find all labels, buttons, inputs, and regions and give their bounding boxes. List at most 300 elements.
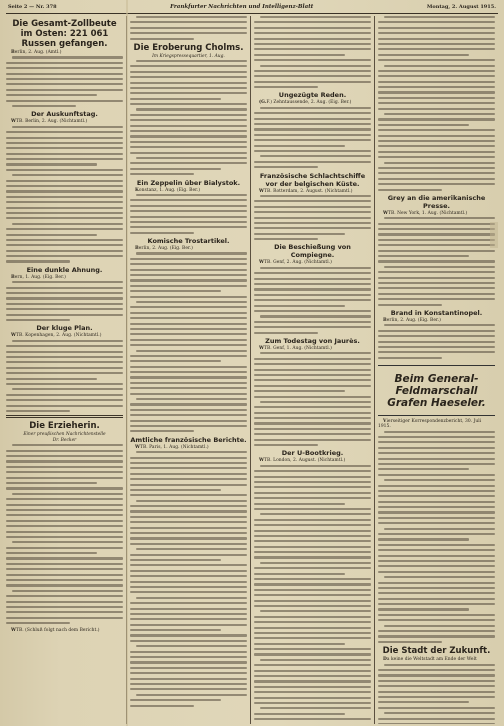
text-line [6, 498, 123, 500]
text-line [130, 510, 247, 512]
text-line [254, 211, 371, 213]
text-line [136, 398, 247, 400]
text-line [260, 610, 371, 612]
text-line [130, 516, 247, 518]
text-line [130, 484, 247, 486]
text-line [260, 155, 371, 157]
text-line [254, 294, 371, 296]
text-line [6, 504, 123, 506]
text-line [130, 403, 247, 405]
text-line [6, 536, 123, 538]
text-line [378, 346, 495, 348]
text-line [378, 21, 495, 23]
text-line [12, 541, 123, 543]
text-line [254, 406, 371, 408]
text-line [130, 130, 247, 132]
text-line [130, 554, 247, 556]
text-line [254, 390, 345, 392]
text-line [130, 65, 247, 67]
text-line [136, 194, 247, 196]
text-line [254, 583, 371, 585]
text-line [130, 27, 247, 29]
text-line [130, 661, 247, 663]
text-line [378, 522, 495, 524]
text-line [384, 528, 495, 530]
text-line [6, 314, 123, 316]
text-line [254, 310, 371, 312]
text-line [130, 71, 247, 73]
text-line [254, 145, 345, 147]
text-line [384, 576, 495, 578]
text-line [6, 394, 123, 396]
text-line [254, 417, 371, 419]
text-line [254, 139, 371, 141]
text-line [130, 274, 247, 276]
text-line [384, 65, 495, 67]
text-line [384, 162, 495, 164]
text-line [6, 552, 97, 554]
article-body [130, 252, 247, 432]
text-line [6, 383, 123, 385]
text-line [6, 361, 123, 363]
text-line [6, 601, 123, 603]
text-line [130, 570, 247, 572]
text-line [6, 287, 123, 289]
text-line [254, 161, 371, 163]
text-line [6, 531, 123, 533]
text-line [6, 196, 123, 198]
text-line [6, 83, 123, 85]
headline-erzieherin: Die Erzieherin. [29, 421, 100, 432]
text-line [6, 78, 123, 80]
dateline: WTB. Kopenhagen, 2. Aug. (Nichtamtl.) [11, 333, 102, 339]
headline-stadt-der-zukunft: Die Stadt der Zukunft. [382, 646, 491, 657]
text-line [6, 595, 123, 597]
text-line [378, 441, 495, 443]
text-line [6, 73, 123, 75]
text-line [254, 32, 371, 34]
article-subtitle: Einer preußischen Nachrichtenstelle [23, 432, 106, 438]
text-line [130, 98, 221, 100]
text-line [378, 485, 495, 487]
text-line [378, 511, 495, 513]
text-line [254, 444, 318, 446]
headline-ungezuegte-reden: Ungezügte Reden. [278, 91, 347, 100]
text-line [130, 323, 247, 325]
text-line [260, 267, 371, 269]
text-line [130, 393, 247, 395]
text-line [130, 414, 247, 416]
text-line [378, 571, 495, 573]
text-line [12, 105, 76, 107]
text-line [254, 363, 371, 365]
text-line [260, 315, 371, 317]
text-line [260, 562, 371, 564]
text-line [130, 216, 247, 218]
text-line [130, 591, 247, 593]
text-line [130, 683, 247, 685]
text-line [378, 619, 495, 621]
text-line [378, 97, 495, 99]
text-line [254, 439, 371, 441]
text-line [254, 476, 371, 478]
text-line [254, 358, 371, 360]
text-line [136, 252, 247, 254]
text-line [130, 92, 247, 94]
text-line [6, 514, 123, 516]
text-line [378, 630, 495, 632]
text-line [130, 467, 247, 469]
text-line [130, 114, 247, 116]
masthead-rule [6, 13, 498, 14]
text-line [378, 517, 495, 519]
dateline: Vierseitiger Korrespondenzbericht, 30. Juli 1915. [378, 418, 482, 430]
column-3 [254, 16, 375, 724]
text-line [130, 489, 221, 491]
text-line [254, 150, 371, 152]
article-body [378, 217, 495, 305]
text-line [6, 450, 123, 452]
text-line [254, 200, 371, 202]
text-line [6, 147, 123, 149]
text-line [130, 279, 247, 281]
text-line [378, 707, 495, 709]
text-line [6, 568, 123, 570]
text-line [6, 190, 123, 192]
article-body [378, 324, 495, 358]
text-line [254, 600, 371, 602]
text-line [6, 547, 123, 549]
text-line [6, 217, 123, 219]
text-line [6, 180, 123, 182]
text-line [378, 81, 495, 83]
text-line [136, 108, 247, 110]
dateline: WTB. Genf, 2. Aug. (Nichtamtl.) [259, 260, 332, 266]
text-line [130, 575, 247, 577]
text-line [136, 16, 247, 18]
text-line [254, 43, 371, 45]
text-line [130, 168, 221, 170]
text-line [378, 357, 442, 359]
text-line [254, 637, 371, 639]
text-line [254, 680, 371, 682]
text-line [130, 290, 221, 292]
text-line [6, 455, 123, 457]
dateline: WTB. Genf, 1. Aug. (Nichtamtl.) [259, 345, 332, 351]
text-line [12, 56, 123, 58]
text-line [130, 32, 247, 34]
text-line [130, 328, 247, 330]
text-line [254, 686, 371, 688]
text-line [378, 587, 495, 589]
text-line [130, 521, 247, 523]
text-line [130, 457, 247, 459]
text-line [6, 244, 123, 246]
text-line [378, 298, 495, 300]
text-line [254, 567, 371, 569]
headline-dunkle-ahnung: Eine dunkle Ahnung. [26, 265, 103, 274]
article-body [254, 267, 371, 334]
text-line [260, 659, 371, 661]
text-line [378, 167, 495, 169]
text-line [130, 672, 247, 674]
text-line [254, 75, 371, 77]
text-line [6, 378, 97, 380]
dateline: WTB. Rotterdam, 2. August. (Nichtamtl.) [259, 188, 353, 194]
text-line [254, 524, 371, 526]
text-line [6, 345, 123, 347]
text-line [378, 189, 442, 191]
text-line [378, 506, 495, 508]
text-line [6, 487, 123, 489]
text-line [378, 304, 442, 306]
columns [6, 16, 498, 724]
text-line [254, 217, 371, 219]
text-line [378, 287, 495, 289]
text-line [378, 603, 495, 605]
article-body [254, 195, 371, 240]
text-line [130, 173, 194, 175]
dateline: Berlin, 2. Aug. (Eig. Ber.) [383, 317, 441, 323]
text-line [6, 509, 123, 511]
text-line [254, 632, 371, 634]
text-line [6, 62, 123, 64]
text-line [378, 538, 469, 540]
article-body [378, 664, 495, 724]
text-line [378, 124, 469, 126]
text-line [260, 65, 371, 67]
text-line [6, 292, 123, 294]
text-line [254, 422, 371, 424]
text-line [254, 59, 371, 61]
text-line [6, 319, 70, 321]
text-line [378, 549, 495, 551]
text-line [130, 76, 247, 78]
text-line [130, 82, 247, 84]
text-line [130, 494, 247, 496]
text-line [378, 723, 495, 724]
text-line [12, 174, 123, 176]
text-line [130, 629, 221, 631]
text-line [130, 269, 247, 271]
text-line [378, 91, 495, 93]
text-line [130, 705, 194, 707]
text-line [254, 118, 371, 120]
text-line [130, 285, 247, 287]
text-line [254, 433, 371, 435]
text-line [130, 152, 247, 154]
text-line [378, 86, 495, 88]
text-line [130, 425, 247, 427]
text-line [12, 444, 123, 446]
text-line [6, 234, 97, 236]
text-line [130, 210, 247, 212]
text-line [6, 94, 97, 96]
text-line [254, 428, 371, 430]
text-line [378, 233, 495, 235]
text-line [130, 608, 247, 610]
text-line [378, 32, 495, 34]
text-line [378, 118, 495, 120]
text-line [130, 199, 247, 201]
text-line [254, 86, 318, 88]
text-line [6, 367, 123, 369]
section-divider [6, 415, 123, 418]
text-line [6, 584, 123, 586]
article-body [6, 444, 123, 624]
paper-stain [490, 222, 498, 248]
text-line [254, 326, 371, 328]
text-line [12, 493, 123, 495]
headline-schlachtschiffe: Französische Schlachtschiffe vor der belgischen Küste. [259, 171, 366, 188]
text-line [130, 559, 221, 561]
text-line [6, 356, 123, 358]
text-line [378, 172, 495, 174]
text-line [254, 551, 371, 553]
text-line [254, 233, 345, 235]
text-line [6, 185, 123, 187]
text-line [254, 123, 371, 125]
text-line [378, 592, 495, 594]
text-line [254, 299, 371, 301]
text-line [136, 548, 247, 550]
text-line [6, 622, 70, 624]
text-line [384, 431, 495, 433]
text-line [130, 688, 247, 690]
text-line [378, 244, 495, 246]
text-line [378, 436, 495, 438]
text-line [378, 108, 495, 110]
text-line [130, 532, 247, 534]
text-line [6, 100, 123, 102]
text-line [130, 263, 247, 265]
headline-kluge-plan: Der kluge Plan. [36, 324, 93, 333]
article-body [254, 465, 371, 724]
text-line [254, 540, 371, 542]
text-line [378, 102, 495, 104]
text-line [6, 460, 123, 462]
text-line [378, 474, 495, 476]
text-line [6, 372, 123, 374]
text-line [254, 288, 371, 290]
text-line [130, 205, 247, 207]
text-line [378, 495, 495, 497]
text-line [254, 589, 371, 591]
text-line [378, 544, 495, 546]
text-line [260, 707, 371, 709]
text-line [378, 70, 495, 72]
text-line [378, 75, 495, 77]
article-body [378, 431, 495, 643]
text-line [378, 463, 495, 465]
text-line [378, 669, 495, 671]
text-line [6, 260, 70, 262]
text-line [260, 513, 371, 515]
text-line [378, 255, 469, 257]
text-line [136, 157, 247, 159]
text-line [254, 702, 371, 704]
text-line [130, 344, 247, 346]
text-line [254, 70, 371, 72]
text-line [130, 430, 194, 432]
dateline: Da keine die Weltstadt am Ende der Welt [383, 657, 477, 663]
text-line [378, 228, 495, 230]
article-author: Dr. Becker [52, 438, 77, 444]
text-line [6, 466, 123, 468]
text-line [12, 388, 123, 390]
text-line [378, 43, 495, 45]
text-line [130, 581, 247, 583]
text-line [378, 533, 495, 535]
text-line [254, 691, 371, 693]
column-2 [130, 16, 251, 724]
text-line [130, 613, 247, 615]
article-body [378, 16, 495, 191]
text-line [130, 624, 247, 626]
text-line [254, 546, 371, 548]
text-line [136, 597, 247, 599]
text-line [130, 258, 247, 260]
text-line [254, 621, 371, 623]
text-line [378, 501, 495, 503]
text-line [260, 352, 371, 354]
text-line [378, 452, 495, 454]
text-line [378, 582, 495, 584]
text-line [130, 146, 247, 148]
text-line [130, 333, 247, 335]
text-line [6, 482, 97, 484]
text-line [130, 678, 247, 680]
headline-beschiessung-compiegne: Die Beschießung von Compiegne. [274, 243, 351, 260]
headline-todestag-jaures: Zum Todestag von Jaurès. [265, 336, 360, 345]
text-line [6, 250, 123, 252]
text-line [130, 420, 247, 422]
text-line [130, 667, 247, 669]
text-line [130, 640, 247, 642]
text-line [254, 616, 371, 618]
masthead-page-number: Seite 2 — Nr. 378 [8, 4, 57, 10]
dateline: WTB. Paris, 1. Aug. (Nichtamtl.) [135, 444, 209, 450]
text-line [130, 360, 221, 362]
text-line [254, 486, 371, 488]
text-line [378, 330, 495, 332]
text-line [384, 324, 495, 326]
headline-auskunftstag: Der Auskunftstag. [31, 110, 98, 119]
text-line [6, 410, 70, 412]
text-line [378, 38, 495, 40]
article-body [130, 451, 247, 706]
text-line [6, 606, 123, 608]
text-line [6, 163, 97, 165]
text-line [254, 374, 371, 376]
dateline: Konstanz, 1. Aug. (Eig. Ber.) [135, 187, 200, 193]
text-line [378, 135, 495, 137]
text-line [254, 519, 371, 521]
text-line [130, 141, 247, 143]
dateline: WTB. New York, 1. Aug. (Nichtamtl.) [383, 210, 468, 216]
article-subtitle: Im Kriegspressequartier, 1. Aug. [152, 53, 225, 59]
text-line [378, 718, 495, 720]
headline-gesamt-zollbeute: Die Gesamt-Zollbeute im Osten: 221 061 Russen gefangen. [12, 19, 117, 49]
headline-grey-presse: Grey an die amerikanische Presse. [387, 193, 486, 210]
text-line [260, 107, 371, 109]
text-line [254, 38, 371, 40]
text-line [254, 369, 371, 371]
headline-eroberung-cholms: Die Eroberung Cholms. [133, 42, 244, 53]
text-line [130, 651, 247, 653]
text-line [6, 239, 123, 241]
text-line [254, 535, 371, 537]
